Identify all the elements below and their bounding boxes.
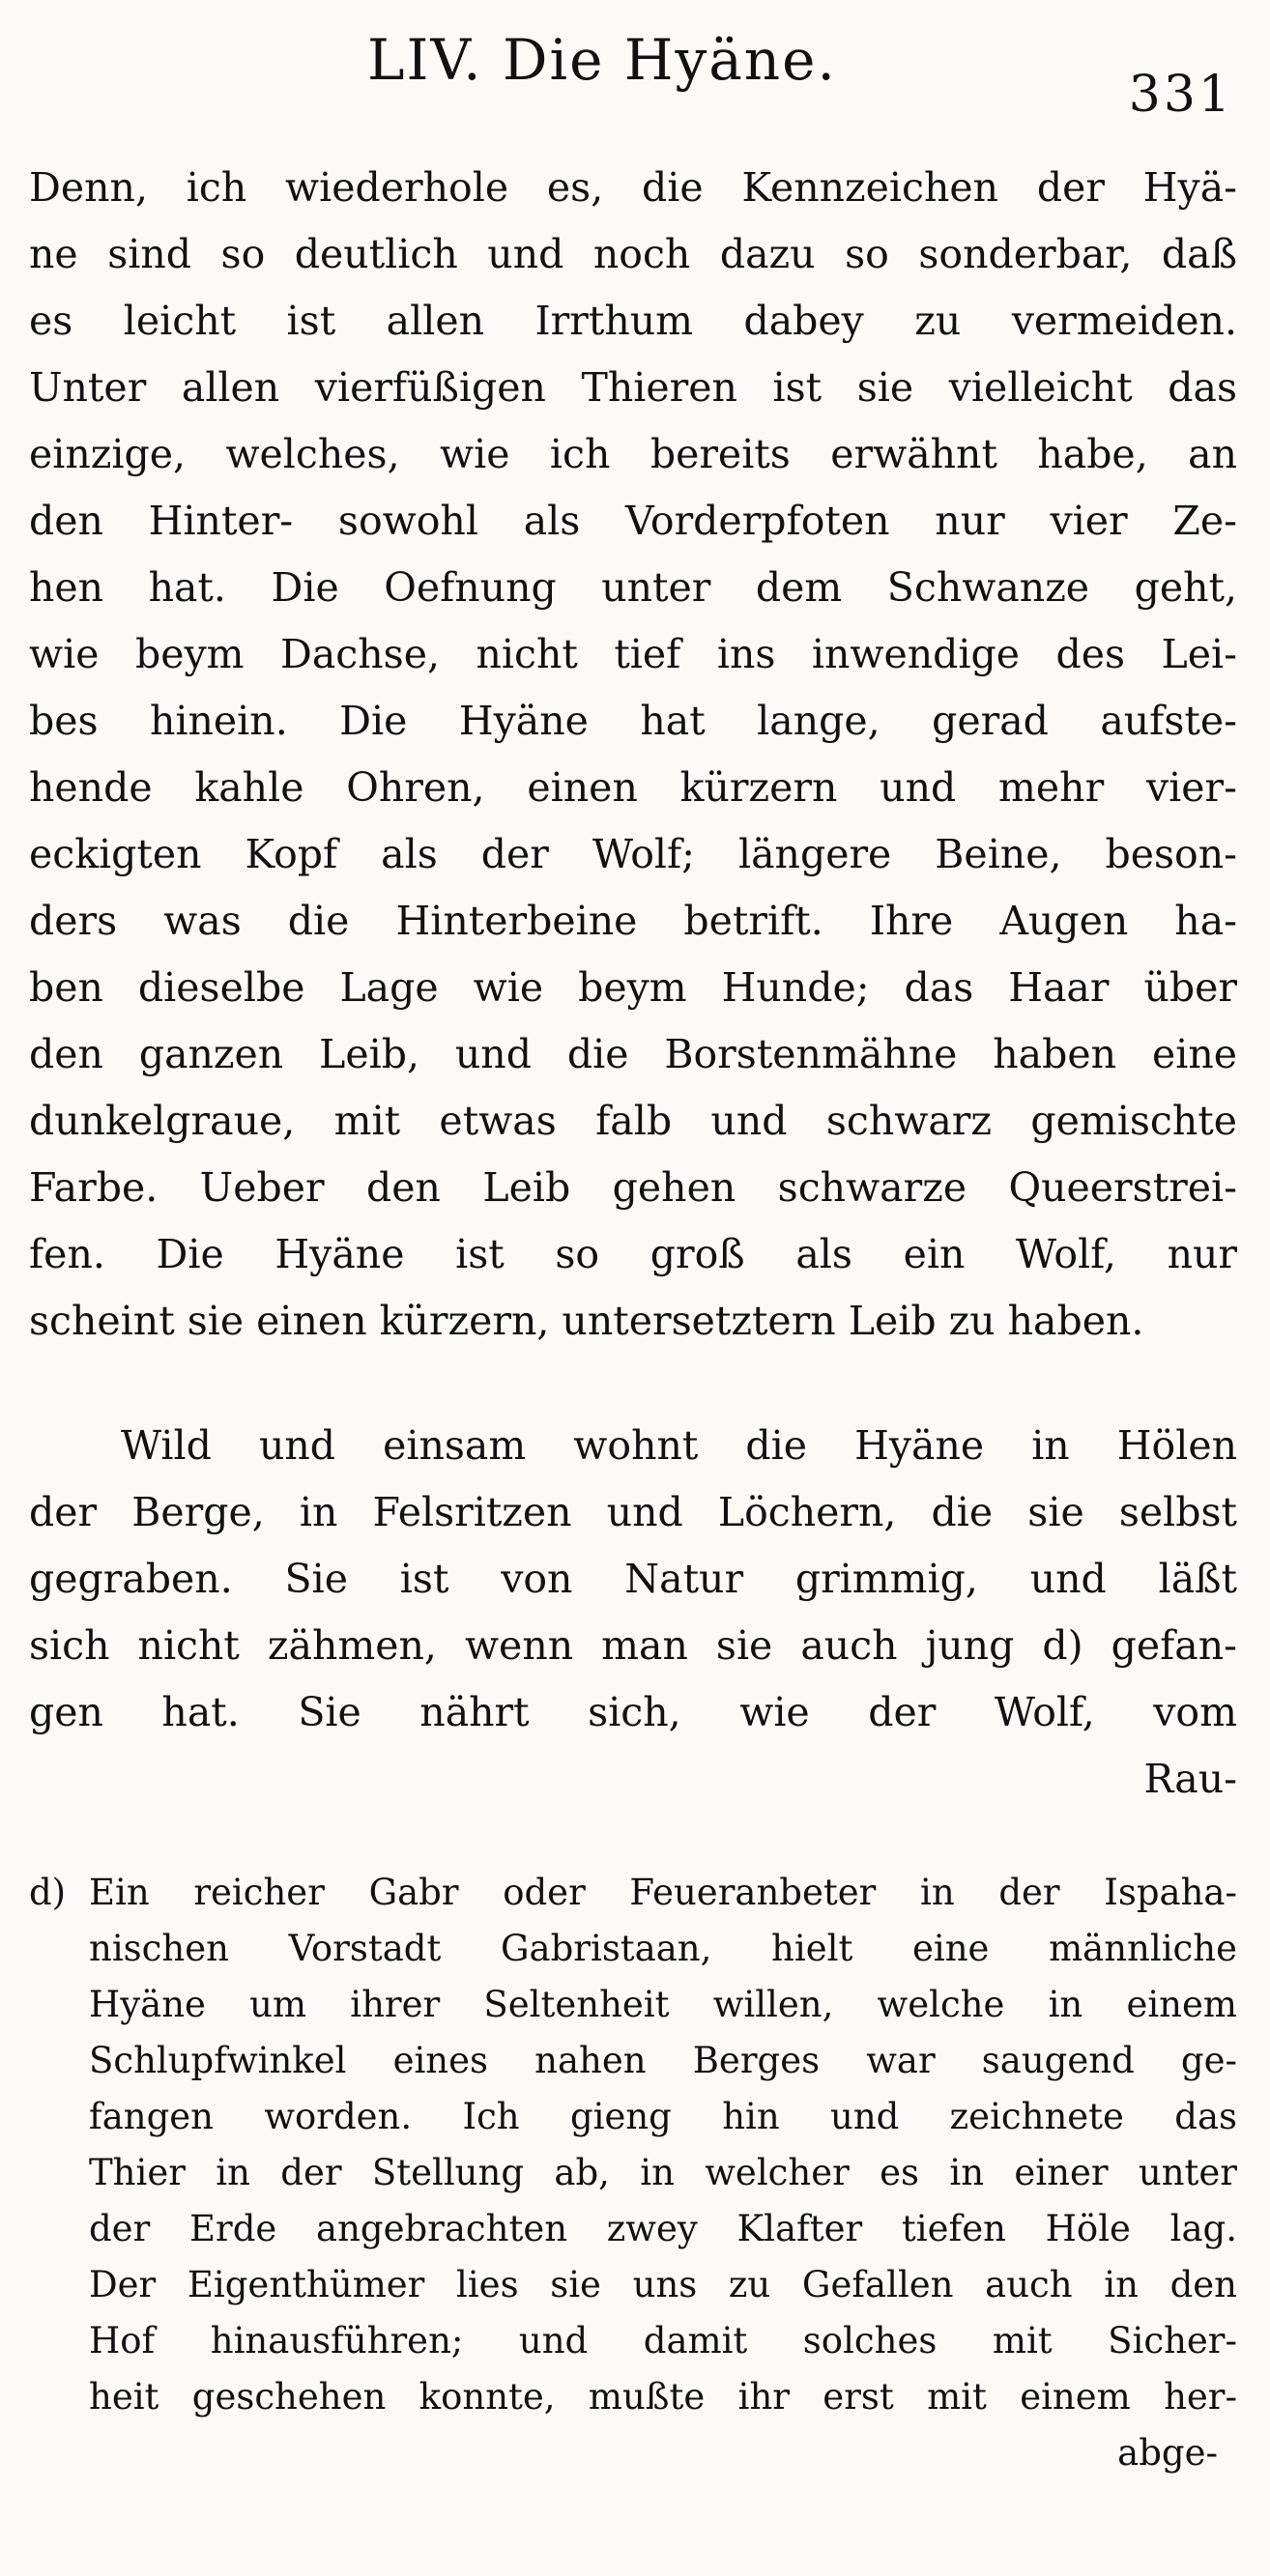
text-line: eckigten Kopf als der Wolf; längere Beine, beson- <box>29 831 1237 877</box>
footnote <box>29 1865 1237 2481</box>
footnote-catchword: abge- <box>1117 2432 1218 2474</box>
footnote-marker: d) <box>29 1872 67 1913</box>
text-line: den ganzen Leib, und die Borstenmähne haben eine <box>29 1031 1237 1077</box>
paragraph-gap <box>29 1355 1237 1413</box>
footnote-line: nischen Vorstadt Gabristaan, hielt eine männliche <box>89 1928 1237 1969</box>
text-line: einzige, welches, wie ich bereits erwähnt habe, an <box>29 431 1237 477</box>
text-line: ne sind so deutlich und noch dazu so sonderbar, daß <box>29 231 1237 277</box>
text-line: dunkelgraue, mit etwas falb und schwarz gemischte <box>29 1098 1237 1144</box>
footnote-text: Ein reicher Gabr oder Feueranbeter in der Ispaha- <box>89 1872 1237 1913</box>
text-line: ders was die Hinterbeine betrift. Ihre Augen ha- <box>29 898 1237 944</box>
text-line: wie beym Dachse, nicht tief ins inwendige des Lei- <box>29 631 1237 677</box>
paragraph-1 <box>29 155 1237 1355</box>
footnote-line: Schlupfwinkel eines nahen Berges war saugend ge- <box>89 2040 1237 2081</box>
footnote-line: fangen worden. Ich gieng hin und zeichnete das <box>89 2096 1237 2137</box>
footnote-line: Thier in der Stellung ab, in welcher es in einer unter <box>89 2152 1237 2193</box>
paragraph-2 <box>29 1413 1237 1746</box>
text-line: hen hat. Die Oefnung unter dem Schwanze geht, <box>29 564 1237 611</box>
footnote-line: Der Eigenthümer lies sie uns zu Gefallen auch in den <box>89 2264 1237 2305</box>
footnote-line: Hyäne um ihrer Seltenheit willen, welche in einem <box>89 1984 1237 2025</box>
text-line: ben dieselbe Lage wie beym Hunde; das Haar über <box>29 964 1237 1011</box>
running-header <box>0 27 1270 133</box>
text-line: sich nicht zähmen, wenn man sie auch jung d) gefan- <box>29 1622 1237 1669</box>
text-line: Unter allen vierfüßigen Thieren ist sie vielleicht das <box>29 364 1237 411</box>
main-text <box>29 155 1237 1813</box>
text-line: Denn, ich wiederhole es, die Kennzeichen der Hyä- <box>29 164 1237 211</box>
footnote-line: Hof hinausführen; und damit solches mit Sicher- <box>89 2320 1237 2361</box>
footnote-line: heit geschehen konnte, mußte ihr erst mit einem her- <box>89 2376 1237 2418</box>
text-line: gen hat. Sie nährt sich, wie der Wolf, vom <box>29 1689 1237 1735</box>
text-line: scheint sie einen kürzern, untersetztern Leib zu haben. <box>29 1298 1144 1344</box>
chapter-title: LIV. Die Hyäne. <box>367 27 837 93</box>
text-line: fen. Die Hyäne ist so groß als ein Wolf, nur <box>29 1231 1237 1277</box>
text-line: den Hinter- sowohl als Vorderpfoten nur vier Ze- <box>29 498 1237 544</box>
text-line: gegraben. Sie ist von Natur grimmig, und läßt <box>29 1556 1237 1602</box>
footnote-first-line <box>29 1865 1237 1921</box>
text-line: es leicht ist allen Irrthum dabey zu vermeiden. <box>29 298 1237 344</box>
text-line: der Berge, in Felsritzen und Löchern, die sie selbst <box>29 1489 1237 1535</box>
text-line: bes hinein. Die Hyäne hat lange, gerad aufste- <box>29 698 1237 744</box>
text-line: hende kahle Ohren, einen kürzern und mehr vier- <box>29 764 1237 811</box>
footnote-line: der Erde angebrachten zwey Klafter tiefen Höle lag. <box>89 2208 1237 2249</box>
catchword: Rau- <box>1143 1756 1237 1802</box>
text-line: Farbe. Ueber den Leib gehen schwarze Queerstrei- <box>29 1164 1237 1211</box>
text-line: Wild und einsam wohnt die Hyäne in Hölen <box>121 1422 1237 1469</box>
page-number: 331 <box>1128 66 1233 124</box>
